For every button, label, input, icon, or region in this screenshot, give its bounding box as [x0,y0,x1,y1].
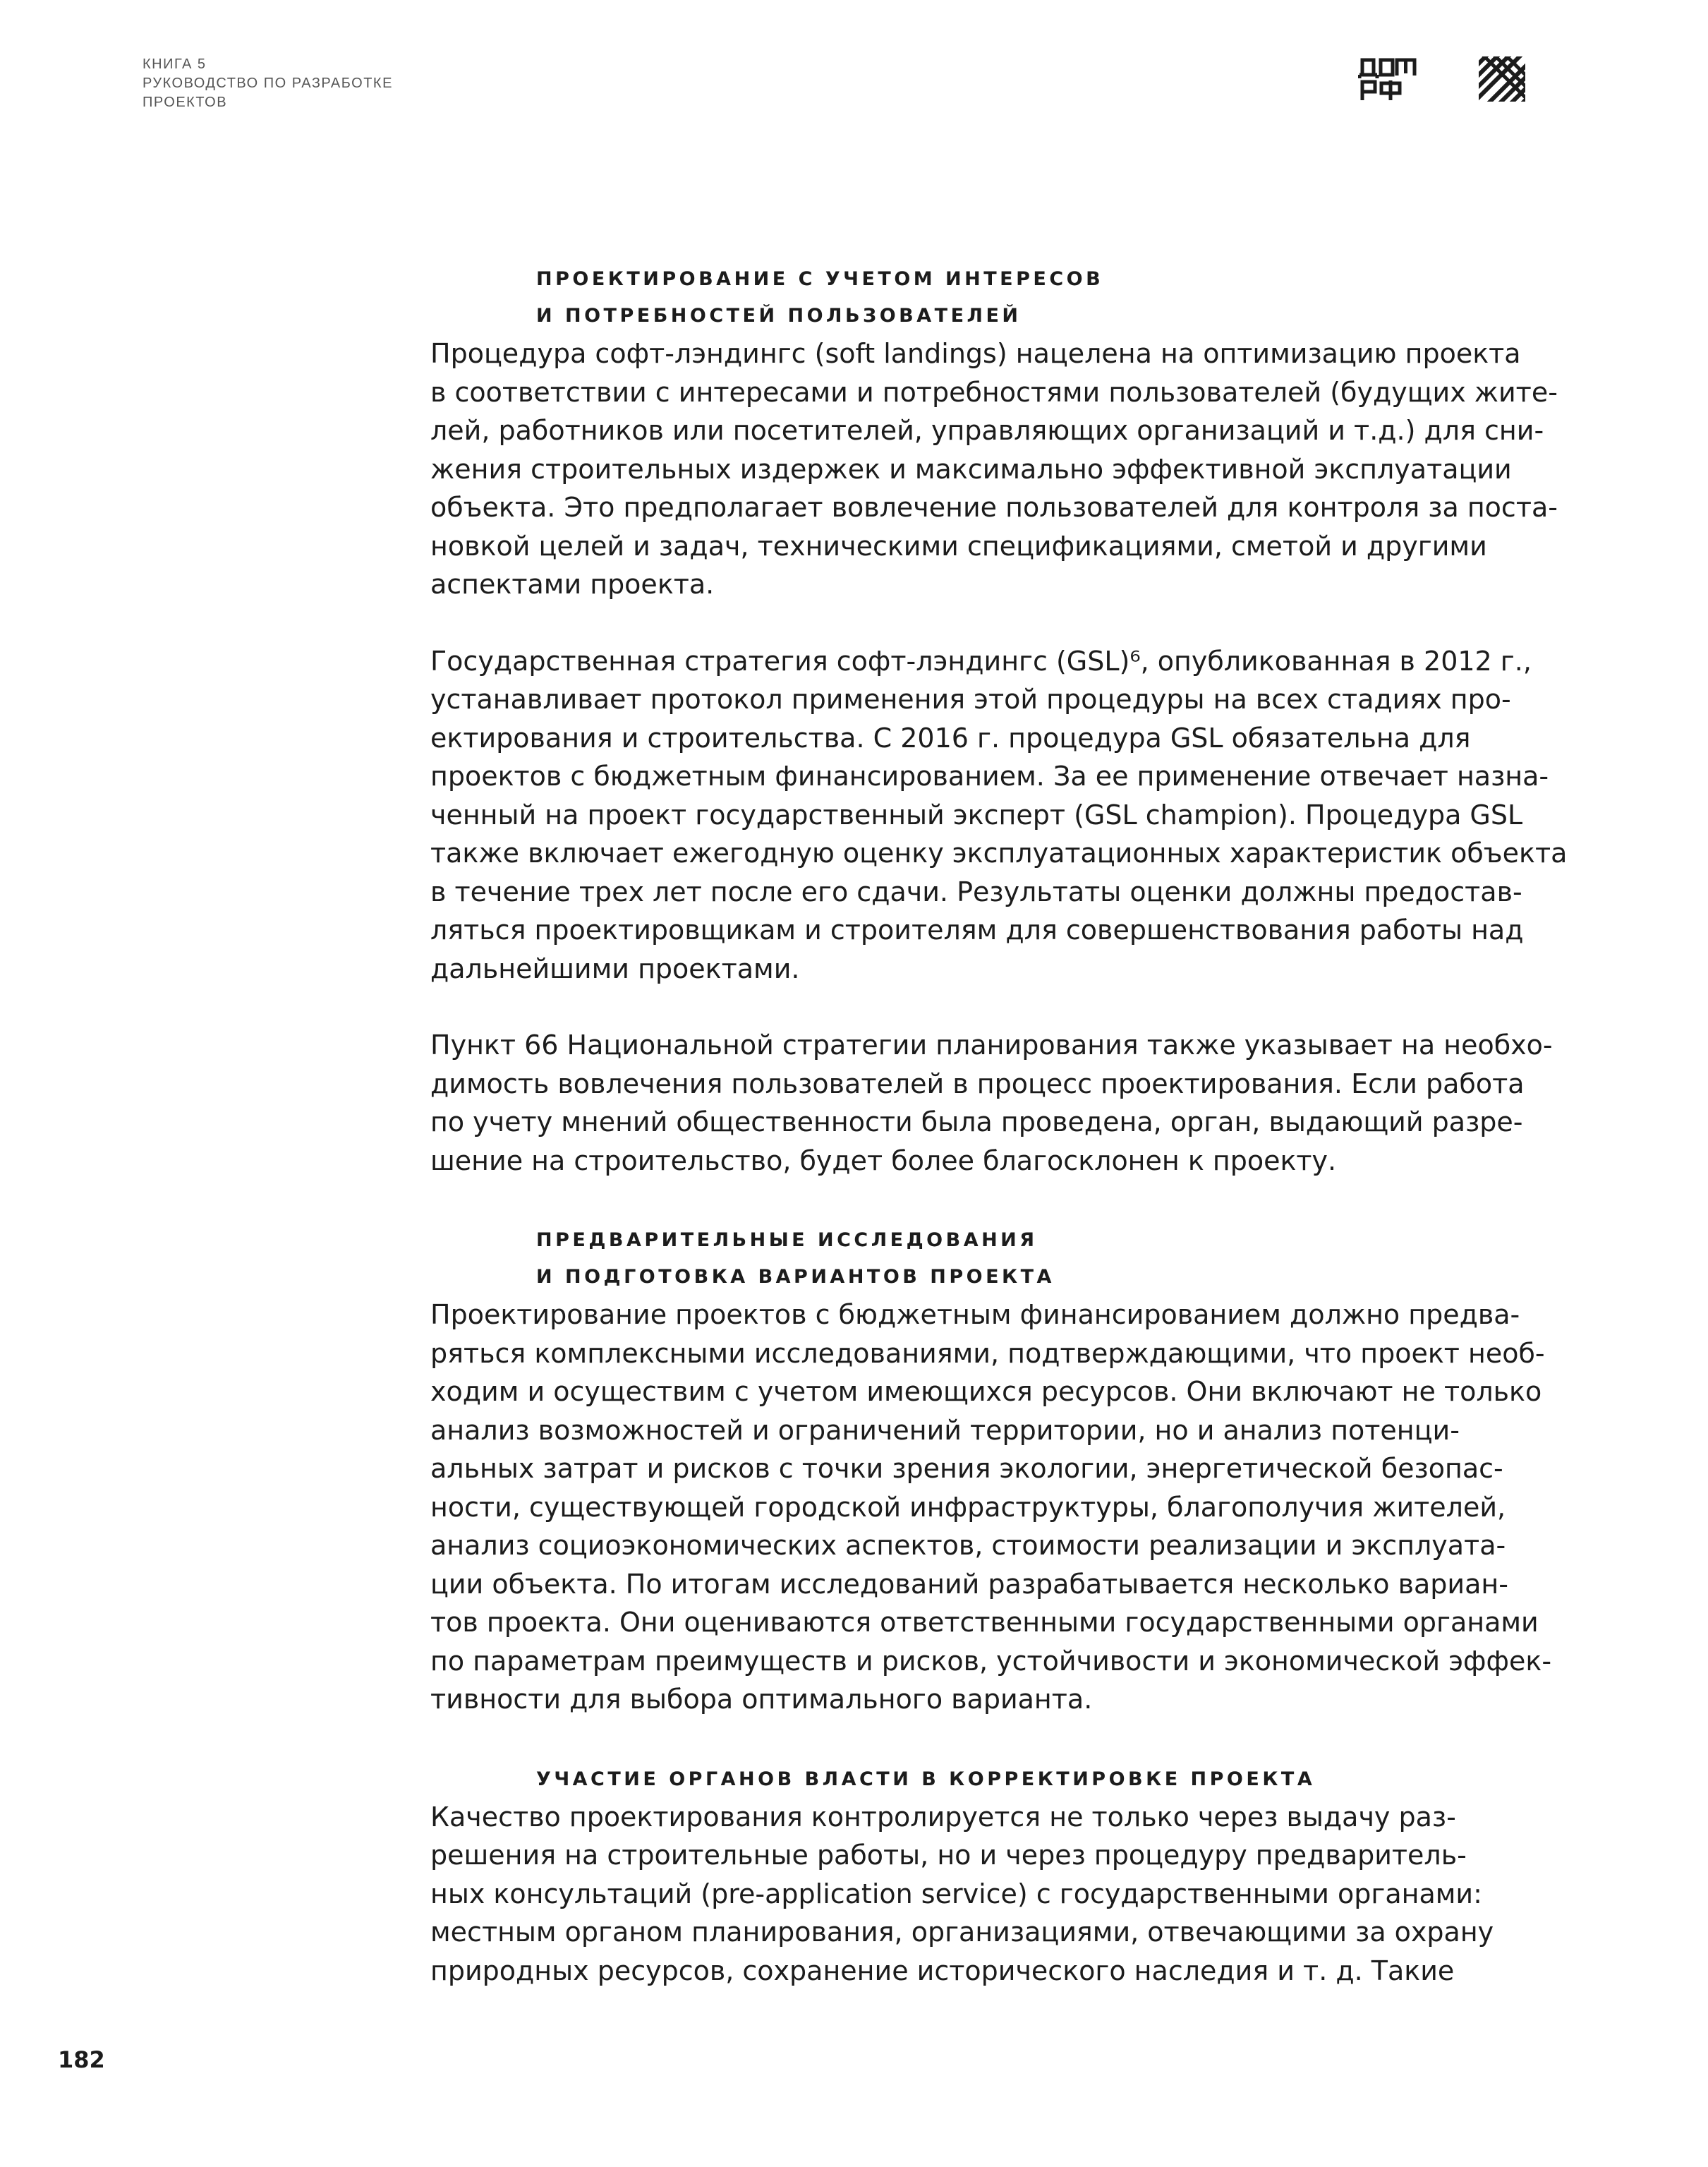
paragraph [430,1798,1573,1991]
text-line: местным органом планирования, организациями, отвечающими за охрану [430,1917,1494,1948]
text-line: тивности для выбора оптимального варианта. [430,1684,1093,1715]
text-line: ляться проектировщикам и строителям для совершенствования работы над [430,915,1524,946]
heading-line: ПРОЕКТИРОВАНИЕ С УЧЕТОМ ИНТЕРЕСОВ [536,268,1104,290]
running-head-line-2: РУКОВОДСТВО ПО РАЗРАБОТКЕ [143,76,393,91]
heading-line: ПРЕДВАРИТЕЛЬНЫЕ ИССЛЕДОВАНИЯ [536,1229,1038,1251]
text-line: анализ социоэкономических аспектов, стоимости реализации и эксплуата- [430,1530,1506,1561]
text-line: ности, существующей городской инфраструктуры, благополучия жителей, [430,1491,1506,1523]
section-heading [536,1761,1573,1798]
text-line: в соответствии с интересами и потребностями пользователей (будущих жите- [430,376,1558,408]
running-head-line-3: ПРОЕКТОВ [143,95,228,110]
text-line: дальнейшими проектами. [430,953,800,984]
text-line: по параметрам преимуществ и рисков, устойчивости и экономической эффек- [430,1645,1552,1677]
text-line: в течение трех лет после его сдачи. Результаты оценки должны предостав- [430,876,1522,907]
lattice-pattern-logo-icon [1479,56,1525,102]
section-heading [536,261,1573,334]
text-line: димость вовлечения пользователей в процесс проектирования. Если работа [430,1068,1525,1099]
section-heading [536,1222,1573,1296]
text-line: ектирования и строительства. С 2016 г. процедура GSL обязательна для [430,722,1471,754]
text-line: шение на строительство, будет более благосклонен к проекту. [430,1145,1337,1176]
text-line: Качество проектирования контролируется не только через выдачу раз- [430,1801,1456,1833]
text-line: ряться комплексными исследованиями, подтверждающими, что проект необ- [430,1337,1545,1369]
text-line: ченный на проект государственный эксперт (GSL champion). Процедура GSL [430,799,1523,831]
dom-rf-logo-icon [1358,56,1417,102]
text-line: анализ возможностей и ограничений территории, но и анализ потенци- [430,1414,1460,1446]
text-line: Процедура софт-лэндингс (soft landings) нацелена на оптимизацию проекта [430,338,1521,369]
paragraph [430,642,1573,989]
page-number: 182 [58,2046,105,2073]
text-line: устанавливает протокол применения этой процедуры на всех стадиях про- [430,684,1511,715]
text-line: решения на строительные работы, но и через процедуру предваритель- [430,1840,1467,1871]
heading-line: И ПОДГОТОВКА ВАРИАНТОВ ПРОЕКТА [536,1266,1055,1288]
heading-line: И ПОТРЕБНОСТЕЙ ПОЛЬЗОВАТЕЛЕЙ [536,305,1022,327]
text-line: проектов с бюджетным финансированием. За ее применение отвечает назна- [430,761,1549,792]
text-line: Государственная стратегия софт-лэндингс (GSL)⁶, опубликованная в 2012 г., [430,645,1532,677]
text-line: ции объекта. По итогам исследований разрабатывается несколько вариан- [430,1568,1508,1600]
text-line: аспектами проекта. [430,569,715,600]
text-line: по учету мнений общественности была проведена, орган, выдающий разре- [430,1106,1523,1137]
text-line: жения строительных издержек и максимально эффективной эксплуатации [430,453,1512,485]
text-line: тов проекта. Они оцениваются ответственными государственными органами [430,1607,1539,1638]
text-line: ходим и осуществим с учетом имеющихся ресурсов. Они включают не только [430,1376,1542,1407]
paragraph [430,1026,1573,1180]
text-line: Проектирование проектов с бюджетным финансированием должно предва- [430,1299,1520,1330]
text-line: ных консультаций (pre-application service) с государственными органами: [430,1878,1482,1909]
text-line: новкой целей и задач, техническими спецификациями, сметой и другими [430,530,1487,562]
text-line: объекта. Это предполагает вовлечение пользователей для контроля за поста- [430,492,1558,523]
article-body [430,261,1573,1990]
text-line: также включает ежегодную оценку эксплуатационных характеристик объекта [430,838,1568,869]
paragraph [430,1296,1573,1719]
text-line: лей, работников или посетителей, управляющих организаций и т.д.) для сни- [430,415,1544,446]
paragraph [430,334,1573,604]
text-line: природных ресурсов, сохранение исторического наследия и т. д. Такие [430,1955,1455,1986]
text-line: альных затрат и рисков с точки зрения экологии, энергетической безопас- [430,1453,1503,1484]
text-line: Пункт 66 Национальной стратегии планирования также указывает на необхо- [430,1030,1553,1061]
running-head [143,55,393,112]
running-head-line-1: КНИГА 5 [143,56,207,72]
heading-line: УЧАСТИЕ ОРГАНОВ ВЛАСТИ В КОРРЕКТИРОВКЕ ПРОЕКТА [536,1768,1316,1790]
